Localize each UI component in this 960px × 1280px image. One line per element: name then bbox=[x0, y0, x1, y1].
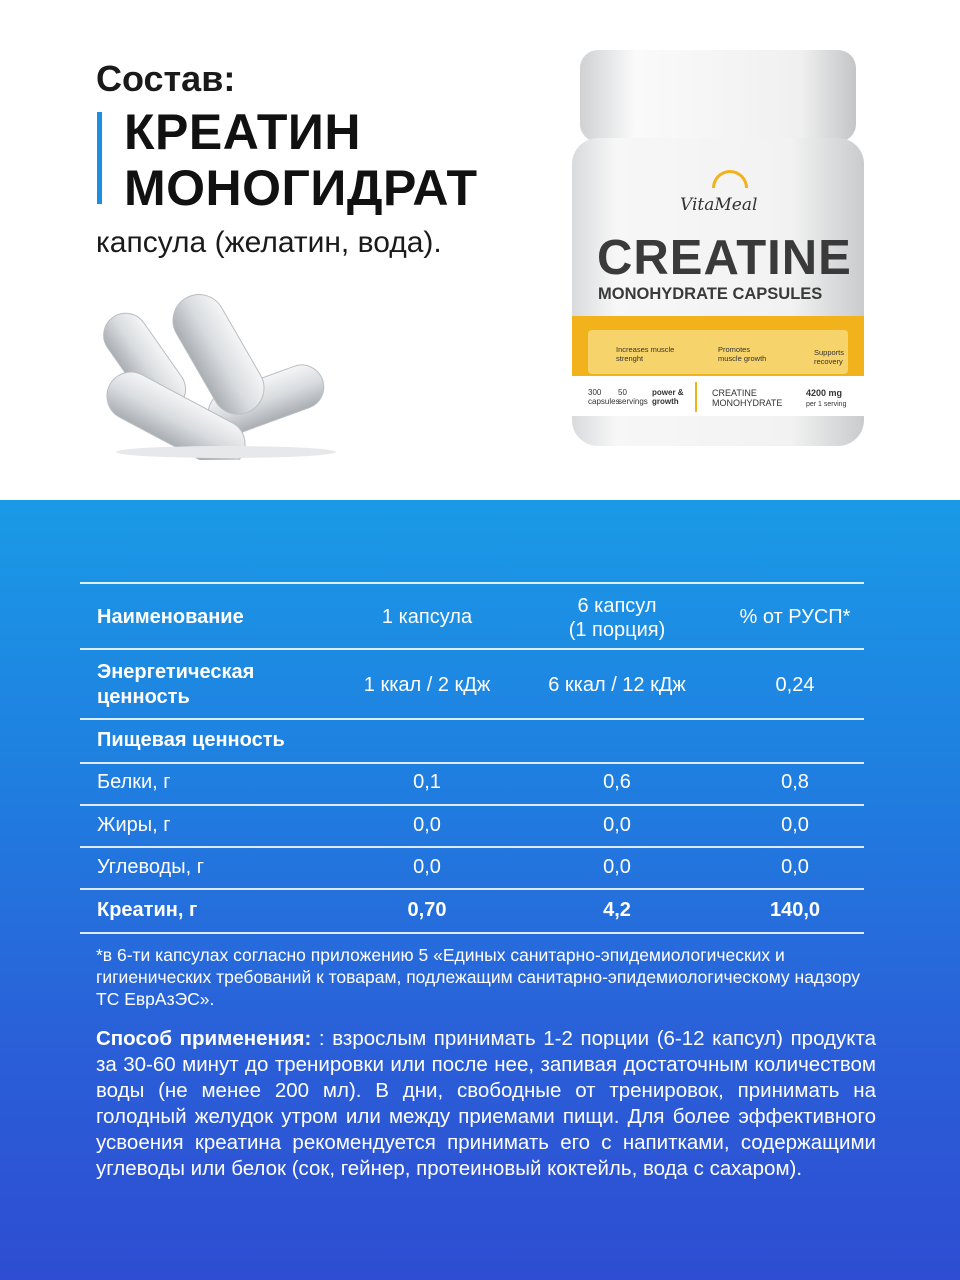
jar-servings-unit: servings bbox=[618, 397, 648, 406]
table-row-fat-c3: 0,0 bbox=[781, 814, 809, 836]
table-row-energy-name-line1: Энергетическая bbox=[97, 661, 255, 683]
table-divider bbox=[80, 846, 864, 848]
jar-count-value: 300 bbox=[588, 388, 602, 397]
table-row-carbs-name: Углеводы, г bbox=[97, 856, 204, 878]
table-divider bbox=[80, 648, 864, 650]
table-row-energy-name bbox=[97, 660, 254, 710]
table-divider bbox=[80, 718, 864, 720]
jar-dose-value: 4200 mg bbox=[806, 388, 843, 398]
ingredient-line2: МОНОГИДРАТ bbox=[124, 160, 478, 216]
table-row-creatine-c3: 140,0 bbox=[769, 899, 821, 921]
jar-dose-unit: per 1 serving bbox=[806, 401, 847, 408]
table-header-6-capsules bbox=[520, 594, 714, 642]
jar-subtitle: MONOHYDRATE CAPSULES bbox=[598, 285, 823, 303]
table-header-6-capsules-line2: (1 порция) bbox=[568, 619, 666, 641]
jar-count-unit: capsules bbox=[588, 397, 620, 406]
table-row-protein-c2: 0,6 bbox=[603, 771, 631, 793]
jar-benefit-1: Increases muscle strenght bbox=[616, 345, 675, 363]
table-divider bbox=[80, 888, 864, 890]
table-row-energy-c3: 0,24 bbox=[775, 674, 815, 696]
table-row-energy-c2: 6 ккал / 12 кДж bbox=[548, 674, 686, 696]
rdi-footnote: *в 6-ти капсулах согласно приложению 5 «Единых санитарно-эпидемиологических и гигиенических требований к товарам, подлежащим санитарно-эпидемиологическому надзору ТС ЕврАзЭС». bbox=[96, 945, 860, 1009]
jar-claim: power & growth bbox=[652, 388, 684, 406]
table-row-fat-name: Жиры, г bbox=[97, 814, 171, 836]
table-row-protein-name: Белки, г bbox=[97, 771, 171, 793]
table-header-6-capsules-line1: 6 капсул bbox=[577, 595, 657, 617]
capsule-shell-text: капсула (желатин, вода). bbox=[96, 226, 442, 259]
jar-count bbox=[588, 388, 620, 406]
accent-bar bbox=[97, 112, 102, 204]
jar-servings bbox=[618, 388, 648, 406]
top-section bbox=[0, 0, 960, 500]
table-row-creatine-c1: 0,70 bbox=[407, 899, 447, 921]
table-row-carbs-c2: 0,0 bbox=[603, 856, 631, 878]
capsules-image bbox=[96, 280, 356, 460]
table-header-name: Наименование bbox=[97, 606, 244, 628]
usage-label: Способ применения: bbox=[96, 1027, 312, 1050]
jar-ingredient: CREATINE MONOHYDRATE bbox=[712, 388, 783, 408]
table-row-nutrition-title: Пищевая ценность bbox=[97, 729, 285, 751]
table-row-fat-c2: 0,0 bbox=[603, 814, 631, 836]
table-row-fat-c1: 0,0 bbox=[413, 814, 441, 836]
table-top-border bbox=[80, 582, 864, 584]
table-header-1-capsule: 1 капсула bbox=[381, 606, 473, 628]
usage-instructions bbox=[96, 1026, 876, 1182]
composition-label: Состав: bbox=[96, 58, 236, 99]
usage-text: : взрослым принимать 1-2 порции (6-12 капсул) продукта за 30-60 минут до тренировки или после нее, запивая достаточным количеством воды (не менее 200 мл). В дни, свободные от тренировок, принимать на голодный желудок утром или между приемами пищи. Для более эффективного усвоения креатина рекомендуется принимать его с напитками, содержащими углеводы или белок (сок, гейнер, протеиновый коктейль, вода с сахаром). bbox=[96, 1027, 876, 1180]
table-bottom-border bbox=[80, 932, 864, 934]
jar-benefit-3: Supports recovery bbox=[814, 348, 845, 366]
table-row-carbs-c3: 0,0 bbox=[781, 856, 809, 878]
ingredient-line1: КРЕАТИН bbox=[124, 104, 361, 160]
table-divider bbox=[80, 804, 864, 806]
ingredient-title bbox=[124, 104, 478, 216]
jar-dose bbox=[806, 388, 846, 410]
table-row-protein-c3: 0,8 bbox=[781, 771, 809, 793]
jar-product-name: CREATINE bbox=[597, 231, 852, 285]
table-row-creatine-c2: 4,2 bbox=[603, 899, 631, 921]
jar-brand: VitaMeal bbox=[680, 195, 758, 215]
table-row-energy-c1: 1 ккал / 2 кДж bbox=[363, 674, 491, 696]
jar-servings-value: 50 bbox=[618, 388, 627, 397]
table-row-protein-c1: 0,1 bbox=[413, 771, 441, 793]
table-header-rdi: % от РУСП* bbox=[739, 606, 851, 628]
table-row-creatine-name: Креатин, г bbox=[97, 899, 198, 921]
table-row-carbs-c1: 0,0 bbox=[413, 856, 441, 878]
table-divider bbox=[80, 762, 864, 764]
jar-benefit-2: Promotes muscle growth bbox=[718, 345, 767, 363]
table-row-energy-name-line2: ценность bbox=[97, 686, 190, 708]
